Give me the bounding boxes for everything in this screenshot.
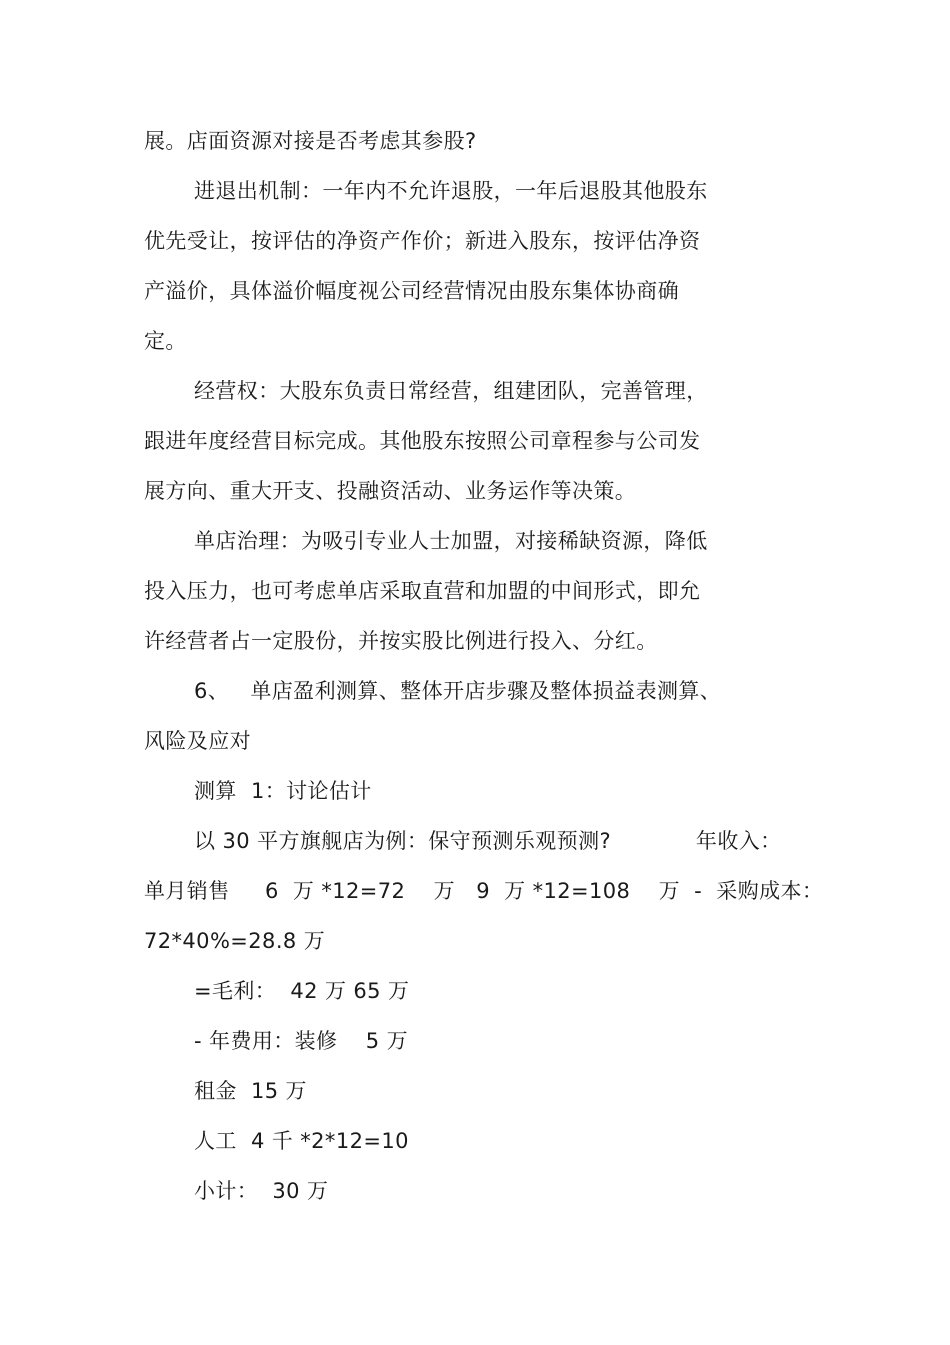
paragraph-single-store-governance: 单店治理：为吸引专业人士加盟，对接稀缺资源，降低 <box>194 529 708 553</box>
section-heading-6: 6、 单店盈利测算、整体开店步骤及整体损益表测算、 <box>194 679 722 703</box>
text-line: 产溢价，具体溢价幅度视公司经营情况由股东集体协商确 <box>144 279 679 303</box>
text-line: 单月销售 6 万 *12=72 万 9 万 *12=108 万 - 采购成本： <box>144 879 824 903</box>
gross-profit-line: =毛利： 42 万 65 万 <box>194 979 410 1003</box>
labor-line: 人工 4 千 *2*12=10 <box>194 1129 409 1153</box>
text-line: 投入压力，也可考虑单店采取直营和加盟的中间形式，即允 <box>144 579 701 603</box>
paragraph-operating-rights: 经营权：大股东负责日常经营，组建团队，完善管理， <box>194 379 708 403</box>
text-line: 定。 <box>144 329 187 353</box>
text-line: 展方向、重大开支、投融资活动、业务运作等决策。 <box>144 479 637 503</box>
text-line: 风险及应对 <box>144 729 251 753</box>
text-line: 展。店面资源对接是否考虑其参股? <box>144 129 477 153</box>
annual-expense-line: - 年费用：装修 5 万 <box>194 1029 408 1053</box>
subtotal-line: 小计： 30 万 <box>194 1179 329 1203</box>
text-line: 以 30 平方旗舰店为例：保守预测乐观预测? 年收入： <box>194 829 782 853</box>
text-line: 许经营者占一定股份，并按实股比例进行投入、分红。 <box>144 629 658 653</box>
rent-line: 租金 15 万 <box>194 1079 307 1103</box>
paragraph-entry-exit-mechanism: 进退出机制：一年内不允许退股，一年后退股其他股东 <box>194 179 708 203</box>
text-line: 优先受让，按评估的净资产作价；新进入股东，按评估净资 <box>144 229 701 253</box>
text-line: 72*40%=28.8 万 <box>144 929 326 953</box>
calculation-heading: 测算 1：讨论估计 <box>194 779 372 803</box>
text-line: 跟进年度经营目标完成。其他股东按照公司章程参与公司发 <box>144 429 701 453</box>
